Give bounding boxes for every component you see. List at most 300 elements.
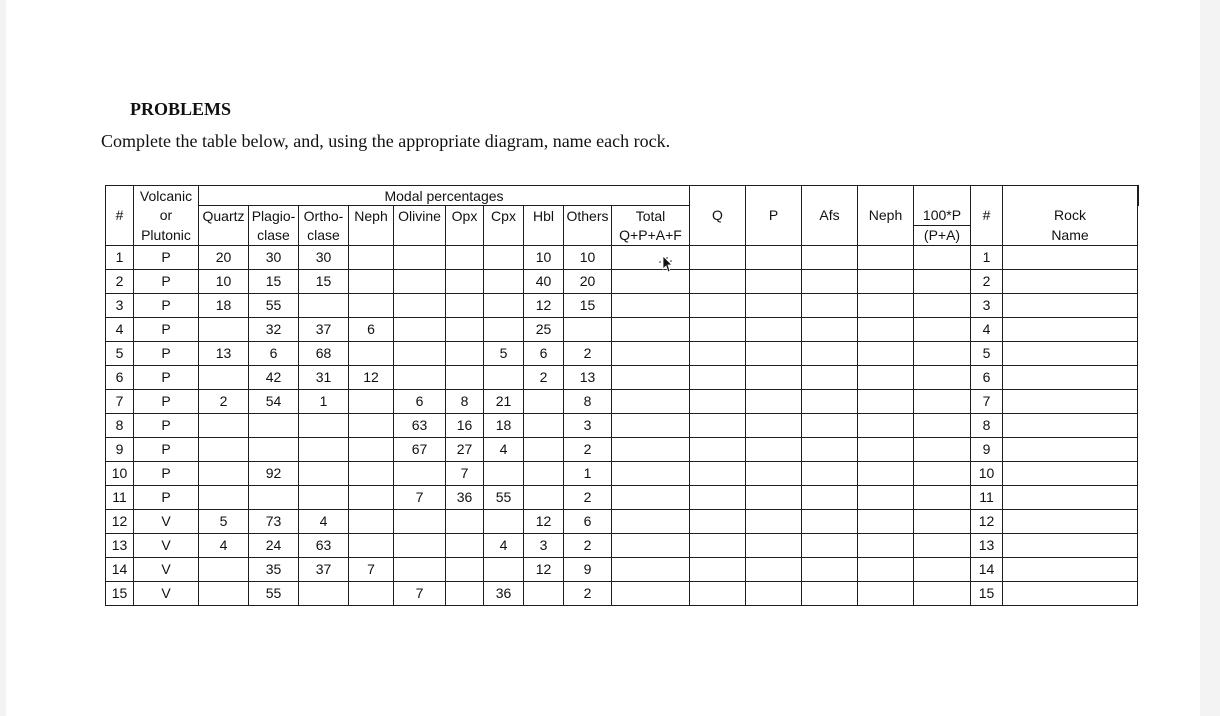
header-ratio-denominator: (P+A) xyxy=(914,225,971,245)
orthoclase-cell xyxy=(299,437,349,461)
table-row xyxy=(106,461,1139,485)
orthoclase-cell: 68 xyxy=(299,341,349,365)
quartz-cell: 4 xyxy=(199,533,249,557)
p-input-cell[interactable] xyxy=(746,461,802,485)
quartz-cell: 13 xyxy=(199,341,249,365)
neph-cell xyxy=(349,485,394,509)
table-row xyxy=(106,533,1139,557)
afs-input-cell[interactable] xyxy=(802,533,858,557)
header-olivine: Olivine xyxy=(394,206,446,226)
total-input-cell[interactable] xyxy=(612,533,690,557)
total-input-cell[interactable] xyxy=(612,317,690,341)
opx-cell xyxy=(446,317,484,341)
header-hash: # xyxy=(106,206,134,226)
header-orthoclase-2: clase xyxy=(299,225,349,245)
neph-cell xyxy=(349,293,394,317)
orthoclase-cell: 31 xyxy=(299,365,349,389)
olivine-cell xyxy=(394,461,446,485)
header-opx-bottom xyxy=(446,225,484,245)
row-number-cell: 8 xyxy=(106,413,134,437)
afs-input-cell[interactable] xyxy=(802,581,858,605)
neph-cell: 12 xyxy=(349,365,394,389)
total-input-cell[interactable] xyxy=(612,509,690,533)
ratio-input-cell[interactable] xyxy=(914,269,971,293)
header-afs-bottom xyxy=(802,225,858,245)
afs-input-cell[interactable] xyxy=(802,461,858,485)
ratio-input-cell[interactable] xyxy=(914,365,971,389)
row-number-right-cell: 12 xyxy=(971,509,1003,533)
opx-cell xyxy=(446,581,484,605)
opx-cell: 36 xyxy=(446,485,484,509)
orthoclase-cell xyxy=(299,581,349,605)
row-number-right-cell: 6 xyxy=(971,365,1003,389)
q-input-cell[interactable] xyxy=(690,461,746,485)
row-number-cell: 12 xyxy=(106,509,134,533)
plagioclase-cell: 24 xyxy=(249,533,299,557)
neph-cell xyxy=(349,437,394,461)
afs-input-cell[interactable] xyxy=(802,437,858,461)
ratio-input-cell[interactable] xyxy=(914,437,971,461)
header-modal-percentages: Modal percentages xyxy=(199,186,690,206)
rock-type-cell: V xyxy=(134,581,199,605)
orthoclase-cell xyxy=(299,413,349,437)
page-heading: PROBLEMS xyxy=(130,99,232,119)
opx-cell xyxy=(446,509,484,533)
rock-type-cell: V xyxy=(134,509,199,533)
rock-name-input-cell[interactable] xyxy=(1003,557,1138,581)
rock-name-input-cell[interactable] xyxy=(1003,269,1138,293)
others-cell: 10 xyxy=(564,245,612,269)
quartz-cell: 20 xyxy=(199,245,249,269)
row-number-cell: 6 xyxy=(106,365,134,389)
ratio-input-cell[interactable] xyxy=(914,509,971,533)
plagioclase-cell: 55 xyxy=(249,293,299,317)
neph-cell: 7 xyxy=(349,557,394,581)
quartz-cell xyxy=(199,317,249,341)
orthoclase-cell: 1 xyxy=(299,389,349,413)
neph-input-cell[interactable] xyxy=(858,557,914,581)
rock-type-cell: P xyxy=(134,461,199,485)
header-cpx-bottom xyxy=(484,225,524,245)
others-cell: 15 xyxy=(564,293,612,317)
opx-cell: 7 xyxy=(446,461,484,485)
others-cell: 2 xyxy=(564,437,612,461)
neph-cell xyxy=(349,269,394,293)
ratio-input-cell[interactable] xyxy=(914,413,971,437)
row-number-right-cell: 4 xyxy=(971,317,1003,341)
rock-name-input-cell[interactable] xyxy=(1003,341,1138,365)
opx-cell: 16 xyxy=(446,413,484,437)
afs-input-cell[interactable] xyxy=(802,317,858,341)
total-input-cell[interactable] xyxy=(612,581,690,605)
total-input-cell[interactable] xyxy=(612,341,690,365)
rock-type-cell: P xyxy=(134,365,199,389)
header-hbl-bottom xyxy=(524,225,564,245)
olivine-cell xyxy=(394,317,446,341)
afs-input-cell[interactable] xyxy=(802,485,858,509)
opx-cell xyxy=(446,269,484,293)
total-input-cell[interactable] xyxy=(612,269,690,293)
neph-input-cell[interactable] xyxy=(858,317,914,341)
row-number-right-cell: 10 xyxy=(971,461,1003,485)
p-input-cell[interactable] xyxy=(746,317,802,341)
row-number-cell: 5 xyxy=(106,341,134,365)
row-number-cell: 13 xyxy=(106,533,134,557)
hbl-cell: 10 xyxy=(524,245,564,269)
row-number-cell: 11 xyxy=(106,485,134,509)
cpx-cell xyxy=(484,293,524,317)
rock-type-cell: P xyxy=(134,341,199,365)
orthoclase-cell xyxy=(299,485,349,509)
q-input-cell[interactable] xyxy=(690,437,746,461)
header-p-top xyxy=(802,186,858,206)
neph-input-cell[interactable] xyxy=(858,245,914,269)
row-number-cell: 2 xyxy=(106,269,134,293)
ratio-input-cell[interactable] xyxy=(914,461,971,485)
table-row xyxy=(106,245,1139,269)
afs-input-cell[interactable] xyxy=(802,269,858,293)
table-row xyxy=(106,341,1139,365)
rock-type-cell: P xyxy=(134,437,199,461)
p-input-cell[interactable] xyxy=(746,365,802,389)
hbl-cell xyxy=(524,461,564,485)
total-input-cell[interactable] xyxy=(612,245,690,269)
q-input-cell[interactable] xyxy=(690,509,746,533)
p-input-cell[interactable] xyxy=(746,413,802,437)
table-row xyxy=(106,437,1139,461)
neph-input-cell[interactable] xyxy=(858,413,914,437)
header-q-bottom xyxy=(690,225,746,245)
header-hash2-top xyxy=(1003,186,1138,206)
header-rock-name: Name xyxy=(1003,225,1138,245)
instruction-text: Complete the table below, and, using the appropriate diagram, name each rock. xyxy=(101,131,671,151)
p-input-cell[interactable] xyxy=(746,389,802,413)
opx-cell xyxy=(446,365,484,389)
header-afs-top xyxy=(858,186,914,206)
quartz-cell xyxy=(199,365,249,389)
olivine-cell xyxy=(394,341,446,365)
opx-cell xyxy=(446,341,484,365)
quartz-cell xyxy=(199,485,249,509)
ratio-input-cell[interactable] xyxy=(914,245,971,269)
neph-input-cell[interactable] xyxy=(858,581,914,605)
ratio-input-cell[interactable] xyxy=(914,557,971,581)
orthoclase-cell: 37 xyxy=(299,317,349,341)
hbl-cell: 12 xyxy=(524,557,564,581)
rock-name-input-cell[interactable] xyxy=(1003,461,1138,485)
cpx-cell: 5 xyxy=(484,341,524,365)
total-input-cell[interactable] xyxy=(612,437,690,461)
header-neph-bottom xyxy=(349,225,394,245)
others-cell: 2 xyxy=(564,581,612,605)
ratio-input-cell[interactable] xyxy=(914,581,971,605)
others-cell: 20 xyxy=(564,269,612,293)
q-input-cell[interactable] xyxy=(690,557,746,581)
header-plutonic: Plutonic xyxy=(134,225,199,245)
ratio-input-cell[interactable] xyxy=(914,533,971,557)
plagioclase-cell: 15 xyxy=(249,269,299,293)
row-number-right-cell: 3 xyxy=(971,293,1003,317)
plagioclase-cell: 35 xyxy=(249,557,299,581)
plagioclase-cell: 54 xyxy=(249,389,299,413)
afs-input-cell[interactable] xyxy=(802,365,858,389)
header-others: Others xyxy=(564,206,612,226)
rock-name-input-cell[interactable] xyxy=(1003,485,1138,509)
olivine-cell xyxy=(394,293,446,317)
q-input-cell[interactable] xyxy=(690,341,746,365)
p-input-cell[interactable] xyxy=(746,533,802,557)
cpx-cell: 21 xyxy=(484,389,524,413)
header-neph: Neph xyxy=(349,206,394,226)
neph-input-cell[interactable] xyxy=(858,293,914,317)
neph-cell xyxy=(349,509,394,533)
row-number-right-cell: 9 xyxy=(971,437,1003,461)
q-input-cell[interactable] xyxy=(690,269,746,293)
afs-input-cell[interactable] xyxy=(802,509,858,533)
rock-name-input-cell[interactable] xyxy=(1003,437,1138,461)
others-cell: 3 xyxy=(564,413,612,437)
neph-cell xyxy=(349,533,394,557)
row-number-right-cell: 14 xyxy=(971,557,1003,581)
neph-input-cell[interactable] xyxy=(858,341,914,365)
afs-input-cell[interactable] xyxy=(802,341,858,365)
row-number-right-cell: 1 xyxy=(971,245,1003,269)
q-input-cell[interactable] xyxy=(690,581,746,605)
plagioclase-cell: 73 xyxy=(249,509,299,533)
p-input-cell[interactable] xyxy=(746,437,802,461)
q-input-cell[interactable] xyxy=(690,389,746,413)
p-input-cell[interactable] xyxy=(746,341,802,365)
p-input-cell[interactable] xyxy=(746,269,802,293)
opx-cell xyxy=(446,557,484,581)
header-quartz: Quartz xyxy=(199,206,249,226)
rock-type-cell: P xyxy=(134,245,199,269)
cpx-cell xyxy=(484,461,524,485)
header-total-formula: Q+P+A+F xyxy=(612,225,690,245)
olivine-cell xyxy=(394,365,446,389)
afs-input-cell[interactable] xyxy=(802,557,858,581)
row-number-right-cell: 13 xyxy=(971,533,1003,557)
rock-name-input-cell[interactable] xyxy=(1003,293,1138,317)
plagioclase-cell: 30 xyxy=(249,245,299,269)
q-input-cell[interactable] xyxy=(690,533,746,557)
header-volcanic-top: Volcanic xyxy=(134,186,199,206)
orthoclase-cell xyxy=(299,461,349,485)
header-rock: Rock xyxy=(1003,206,1138,226)
plagioclase-cell: 92 xyxy=(249,461,299,485)
header-cpx: Cpx xyxy=(484,206,524,226)
hbl-cell xyxy=(524,485,564,509)
q-input-cell[interactable] xyxy=(690,485,746,509)
olivine-cell: 63 xyxy=(394,413,446,437)
rock-name-input-cell[interactable] xyxy=(1003,509,1138,533)
table-row xyxy=(106,293,1139,317)
neph-input-cell[interactable] xyxy=(858,269,914,293)
header-ratio-numerator: 100*P xyxy=(914,206,971,226)
row-number-cell: 4 xyxy=(106,317,134,341)
hbl-cell: 12 xyxy=(524,293,564,317)
rock-name-input-cell[interactable] xyxy=(1003,389,1138,413)
rock-type-cell: V xyxy=(134,557,199,581)
cpx-cell: 55 xyxy=(484,485,524,509)
rock-name-input-cell[interactable] xyxy=(1003,413,1138,437)
afs-input-cell[interactable] xyxy=(802,389,858,413)
header-neph2: Neph xyxy=(858,206,914,226)
q-input-cell[interactable] xyxy=(690,245,746,269)
table-row xyxy=(106,269,1139,293)
olivine-cell xyxy=(394,533,446,557)
q-input-cell[interactable] xyxy=(690,413,746,437)
total-input-cell[interactable] xyxy=(612,485,690,509)
q-input-cell[interactable] xyxy=(690,293,746,317)
p-input-cell[interactable] xyxy=(746,245,802,269)
header-p-bottom xyxy=(746,225,802,245)
hbl-cell xyxy=(524,581,564,605)
row-number-cell: 14 xyxy=(106,557,134,581)
afs-input-cell[interactable] xyxy=(802,413,858,437)
cpx-cell xyxy=(484,245,524,269)
neph-input-cell[interactable] xyxy=(858,437,914,461)
rock-type-cell: P xyxy=(134,293,199,317)
others-cell: 2 xyxy=(564,341,612,365)
p-input-cell[interactable] xyxy=(746,509,802,533)
header-ratio-top xyxy=(971,186,1003,206)
header-neph2-bottom xyxy=(858,225,914,245)
cpx-cell xyxy=(484,557,524,581)
hbl-cell: 25 xyxy=(524,317,564,341)
header-rock-top xyxy=(1138,186,1139,206)
plagioclase-cell: 55 xyxy=(249,581,299,605)
header-olivine-bottom xyxy=(394,225,446,245)
rock-name-input-cell[interactable] xyxy=(1003,581,1138,605)
olivine-cell xyxy=(394,245,446,269)
plagioclase-cell: 42 xyxy=(249,365,299,389)
others-cell: 8 xyxy=(564,389,612,413)
neph-input-cell[interactable] xyxy=(858,485,914,509)
cpx-cell: 36 xyxy=(484,581,524,605)
hbl-cell: 40 xyxy=(524,269,564,293)
afs-input-cell[interactable] xyxy=(802,293,858,317)
neph-input-cell[interactable] xyxy=(858,533,914,557)
header-p: P xyxy=(746,206,802,226)
table-row xyxy=(106,317,1139,341)
rock-name-input-cell[interactable] xyxy=(1003,533,1138,557)
table-row xyxy=(106,365,1139,389)
total-input-cell[interactable] xyxy=(612,293,690,317)
header-volcanic-or: or xyxy=(134,206,199,226)
olivine-cell xyxy=(394,269,446,293)
p-input-cell[interactable] xyxy=(746,485,802,509)
others-cell: 2 xyxy=(564,533,612,557)
quartz-cell: 18 xyxy=(199,293,249,317)
p-input-cell[interactable] xyxy=(746,293,802,317)
olivine-cell xyxy=(394,557,446,581)
hbl-cell: 6 xyxy=(524,341,564,365)
rock-type-cell: V xyxy=(134,533,199,557)
orthoclase-cell: 30 xyxy=(299,245,349,269)
header-neph2-top xyxy=(914,186,971,206)
header-hash-bottom xyxy=(106,225,134,245)
olivine-cell: 7 xyxy=(394,581,446,605)
row-number-cell: 9 xyxy=(106,437,134,461)
ratio-input-cell[interactable] xyxy=(914,485,971,509)
others-cell xyxy=(564,317,612,341)
afs-input-cell[interactable] xyxy=(802,245,858,269)
neph-input-cell[interactable] xyxy=(858,509,914,533)
header-others-bottom xyxy=(564,225,612,245)
others-cell: 9 xyxy=(564,557,612,581)
q-input-cell[interactable] xyxy=(690,317,746,341)
ratio-input-cell[interactable] xyxy=(914,293,971,317)
row-number-right-cell: 8 xyxy=(971,413,1003,437)
q-input-cell[interactable] xyxy=(690,365,746,389)
opx-cell: 27 xyxy=(446,437,484,461)
rock-type-cell: P xyxy=(134,413,199,437)
rock-name-input-cell[interactable] xyxy=(1003,245,1138,269)
orthoclase-cell: 37 xyxy=(299,557,349,581)
total-input-cell[interactable] xyxy=(612,365,690,389)
rock-name-input-cell[interactable] xyxy=(1003,317,1138,341)
others-cell: 2 xyxy=(564,485,612,509)
ratio-input-cell[interactable] xyxy=(914,389,971,413)
table-row xyxy=(106,557,1139,581)
hbl-cell: 12 xyxy=(524,509,564,533)
neph-cell xyxy=(349,389,394,413)
total-input-cell[interactable] xyxy=(612,413,690,437)
ratio-input-cell[interactable] xyxy=(914,317,971,341)
ratio-input-cell[interactable] xyxy=(914,341,971,365)
quartz-cell: 5 xyxy=(199,509,249,533)
neph-cell xyxy=(349,461,394,485)
p-input-cell[interactable] xyxy=(746,557,802,581)
hbl-cell xyxy=(524,413,564,437)
rock-type-cell: P xyxy=(134,389,199,413)
neph-input-cell[interactable] xyxy=(858,389,914,413)
p-input-cell[interactable] xyxy=(746,581,802,605)
plagioclase-cell xyxy=(249,437,299,461)
quartz-cell xyxy=(199,413,249,437)
table-row xyxy=(106,413,1139,437)
neph-input-cell[interactable] xyxy=(858,461,914,485)
orthoclase-cell: 63 xyxy=(299,533,349,557)
row-number-right-cell: 11 xyxy=(971,485,1003,509)
opx-cell xyxy=(446,293,484,317)
neph-input-cell[interactable] xyxy=(858,365,914,389)
plagioclase-cell: 6 xyxy=(249,341,299,365)
row-number-cell: 1 xyxy=(106,245,134,269)
rock-type-cell: P xyxy=(134,269,199,293)
quartz-cell xyxy=(199,461,249,485)
rock-name-input-cell[interactable] xyxy=(1003,365,1138,389)
row-number-right-cell: 2 xyxy=(971,269,1003,293)
row-number-right-cell: 7 xyxy=(971,389,1003,413)
row-number-right-cell: 15 xyxy=(971,581,1003,605)
hbl-cell: 3 xyxy=(524,533,564,557)
table-row xyxy=(106,509,1139,533)
total-input-cell[interactable] xyxy=(612,389,690,413)
neph-cell xyxy=(349,413,394,437)
total-input-cell[interactable] xyxy=(612,557,690,581)
quartz-cell xyxy=(199,437,249,461)
olivine-cell: 7 xyxy=(394,485,446,509)
neph-cell: 6 xyxy=(349,317,394,341)
total-input-cell[interactable] xyxy=(612,461,690,485)
hbl-cell xyxy=(524,437,564,461)
header-total: Total xyxy=(612,206,690,226)
olivine-cell xyxy=(394,509,446,533)
neph-cell xyxy=(349,245,394,269)
plagioclase-cell xyxy=(249,413,299,437)
